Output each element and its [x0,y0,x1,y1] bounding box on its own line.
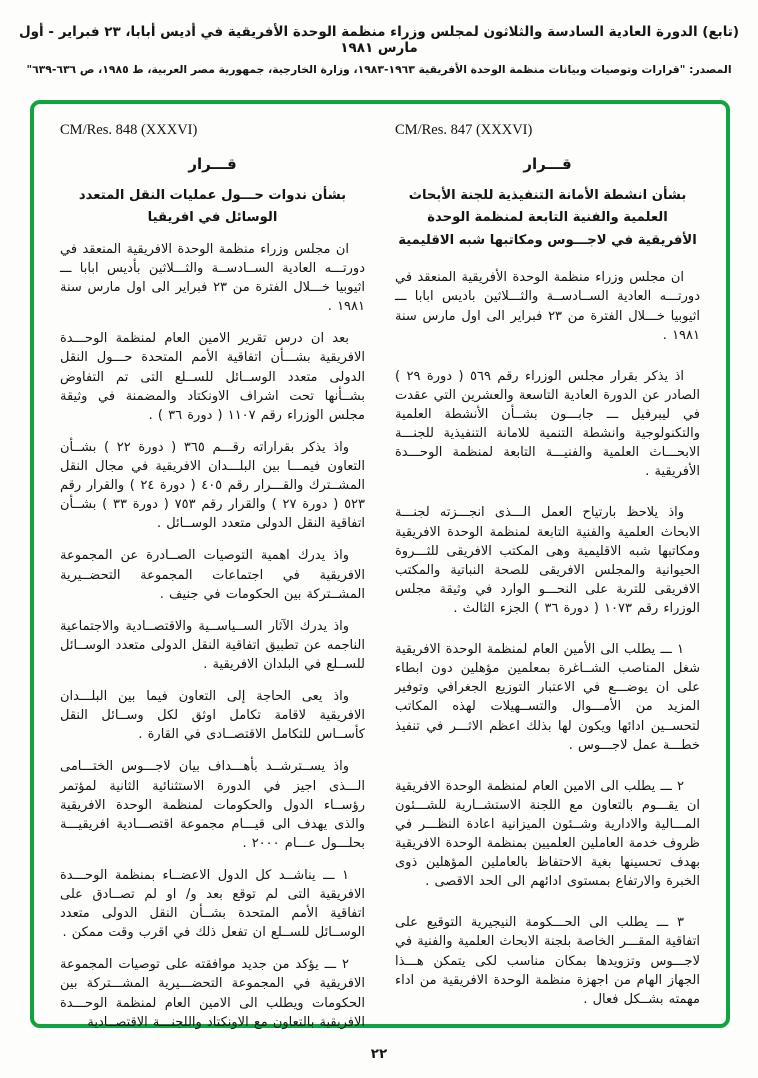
session-title: (تابع) الدورة العادية السادسة والثلاثون لمجلس وزراء منظمة الوحدة الأفريقية في أديس أبابا، ٢٣ فبراير - أول مارس ١٩٨١ [18,24,740,56]
resolution-paragraph: واذ يدرك الآثار الســياســية والاقتصــادية والاجتماعية الناجمه عن تطبيق اتفاقية النقل الدولى متعدد الوســائل للســلع في البلدان الافريقية . [60,618,365,672]
resolution-paragraph: ١ ـــ يناشــد كل الدول الاعضــاء بمنظمة الوحـــدة الافريقية التى لم توقع بعد و/ او لم تصــادق على اتفاقية الأمم المتحدة بشــأن النقل الدولى متعدد الوســائل للســلع ان تفعل ذلك في اقرب وقت ممكن . [60,867,365,941]
resolutions-frame [30,100,730,1028]
resolution-848-column [60,120,366,1030]
resolution-paragraph: ٢ ـــ يؤكد من جديد موافقته على توصيات المجموعة الافريقية في المجموعة التحضـــيرية المشـــتركة بين الحكومات ويطلب الى الامين العام لمنظمة الوحـــدة الافريقية بالتعاون مع الاونكتاد واللجنـــة الاقتصــادية [60,957,365,1030]
resolution-paragraph: واذ يســترشــد بأهـــداف بيان لاجـــوس الختـــامى الـــذى اجيز في الدورة الاستثنائية الثانية لمؤتمر رؤســاء الدول والحكومات لمنظمة الوحدة الافريقية والذى يهدف الى قيـــام مجموعة اقتصـــادية افريقيـــة بحلـــول عـــام ٢٠٠٠ . [60,759,365,851]
resolution-paragraph: ٣ ـــ يطلب الى الحـــكومة النيجيرية التوقيع على اتفاقية المقـــر الخاصة بلجنة الابحاث العلمية والفنية في لاجـــوس وتزويدها بمكان مناسب لكى يتمكن هـــذا الجهاز الهام من اجهزة منظمة الوحدة الافريقية من اداء مهمته بشــكل فعال . [395,915,700,1007]
resolution-heading: قـــرار [188,155,237,173]
page-header [0,0,758,76]
source-citation: المصدر: "قرارات وتوصيات وبيانات منظمة الوحدة الأفريقية ١٩٦٣-١٩٨٣، وزارة الخارجية، جمهورية مصر العربية، ط ١٩٨٥، ص ٦٣٦-٦٣٩" [26,63,732,76]
resolution-paragraph: ١ ـــ يطلب الى الأمين العام لمنظمة الوحدة الافريقية شغل المناصب الشــاغرة بمعلمين مؤهلين دون ابطاء على ان يوضـــع في الاعتبار التوزيع الجغرافي وتوفير المزيد من الأمـــوال والتســهيلات لهذه المكاتب لتحســين ادائها ويكون لها بذلك اعظم الاثـــر في تنفيذ خطـــة عمل لاجـــوس . [395,642,700,753]
resolution-ref: CM/Res. 847 (XXXVI) [395,122,533,138]
resolution-heading: قـــرار [523,155,572,173]
resolution-paragraph: واذ يذكر بقراراته رقـــم ٣٦٥ ( دورة ٢٢ ) بشــأن التعاون فيمـــا بين البلـــدان الافريقية في مجال النقل المشــترك والقـــرار رقم ٤٠٥ ( دورة ٢٤ ) والقرار رقم ٥٢٣ ( دورة ٢٧ ) والقرار رقم ٧٥٣ ( دورة ٣٣ ) بشــأن اتفاقية النقل الدولى متعدد الوســائل . [60,439,366,532]
page-number: ٢٢ [370,1046,388,1062]
resolution-paragraph: اذ يذكر بقرار مجلس الوزراء رقم ٥٦٩ ( دورة ٢٩ ) الصادر عن الدورة العادية التاسعة والعشرين التي عقدت في ليبرفيل ـــ جابـــون بشــأن الأنشطة العلمية والتكنولوجية وانشطة التنمية للامانة التنفيذية للجنـــة الابحـــاث العلمية والفنيـــة التابعة لمنظمة الوحـــدة الأفريقية . [395,368,700,480]
resolution-paragraph: ٢ ـــ يطلب الى الامين العام لمنظمة الوحدة الافريقية ان يقـــوم بالتعاون مع اللجنة الاستشــارية للشـــئون المـــالية والادارية وشــئون الميزانية اعادة النظـــر في ظروف خدمة العاملين العلميين بمنظمة الوحدة الافريقية بهدف تحسينها بغية الاحتفاظ بالعاملين المؤهلين ذوى الخبرة والارتفاع بمستوى ادائهم الى الحد الاقصى . [395,778,700,890]
resolution-paragraph: ان مجلس وزراء منظمة الوحدة الافريقية المنعقد في دورتـــه العادية الســادســة والثـــلاثين بأديس ابابا ـــ اثيوبيا خـــلال الفترة من ٢٣ فبراير الى اول مارس سنة ١٩٨١ . [60,241,365,315]
resolution-title: بشأن ندوات حـــول عمليات النقل المتعدد الوسائل في افريقيا [78,188,347,226]
resolution-paragraph: بعد ان درس تقرير الامين العام لمنظمة الوحـــدة الافريقية بشـــأن اتفاقية الأمم المتحدة حـــول النقل الدولى متعدد الوســائل للســلع التى تم التفاوض بشــأنها تحت اشراف الاونكتاد والمضمنة في وثيقة مجلس الوزراء رقم ١١٠٧ ( دورة ٣٦ ) . [60,331,365,423]
resolution-ref: CM/Res. 848 (XXXVI) [60,122,198,138]
resolution-847-column [395,120,700,1014]
resolution-title: بشأن انشطة الأمانة التنفيذية للجنة الأبحاث العلمية والفنية التابعة لمنظمة الوحدة الأفريقية في لاجـــوس ومكاتبها شبه الاقليمية [398,188,697,248]
resolution-paragraph: واذ يعى الحاجة إلى التعاون فيما بين البلـــدان الافريقية لاقامة تكامل اوثق لكل وســائل النقل كأســاس للتكامل الاقتصــادى في القارة . [60,689,365,743]
resolution-paragraph: واذ يدرك اهمية التوصيات الصــادرة عن المجموعة الافريقية في اجتماعات المجموعة التحضــيرية المشــتركة بين الحكومات في جنيف . [60,548,365,602]
resolution-paragraph: واذ يلاحظ بارتياح العمل الـــذى انجـــزته لجنـــة الابحاث العلمية والفنية التابعة لمنظمة الوحدة الافريقية ومكاتبها شبه الاقليمية وهى المكتب الافريقى للثـــروة الحيوانية والمجلس الافريقى للصحة النباتية والمكتب الافريقى للتربة على النحـــو الوارد في وثيقة مجلس الوزراء رقم ١٠٧٣ ( دورة ٣٦ ) الجزء الثالث . [395,505,700,616]
resolution-paragraph: ان مجلس وزراء منظمة الوحدة الأفريقية المنعقد في دورتـــه العادية الســادســة والثـــلاثين باديس ابابا ـــ اثيوبيا خـــلال الفترة من ٢٣ فبراير الى اول مارس سنة ١٩٨١ . [395,270,700,343]
